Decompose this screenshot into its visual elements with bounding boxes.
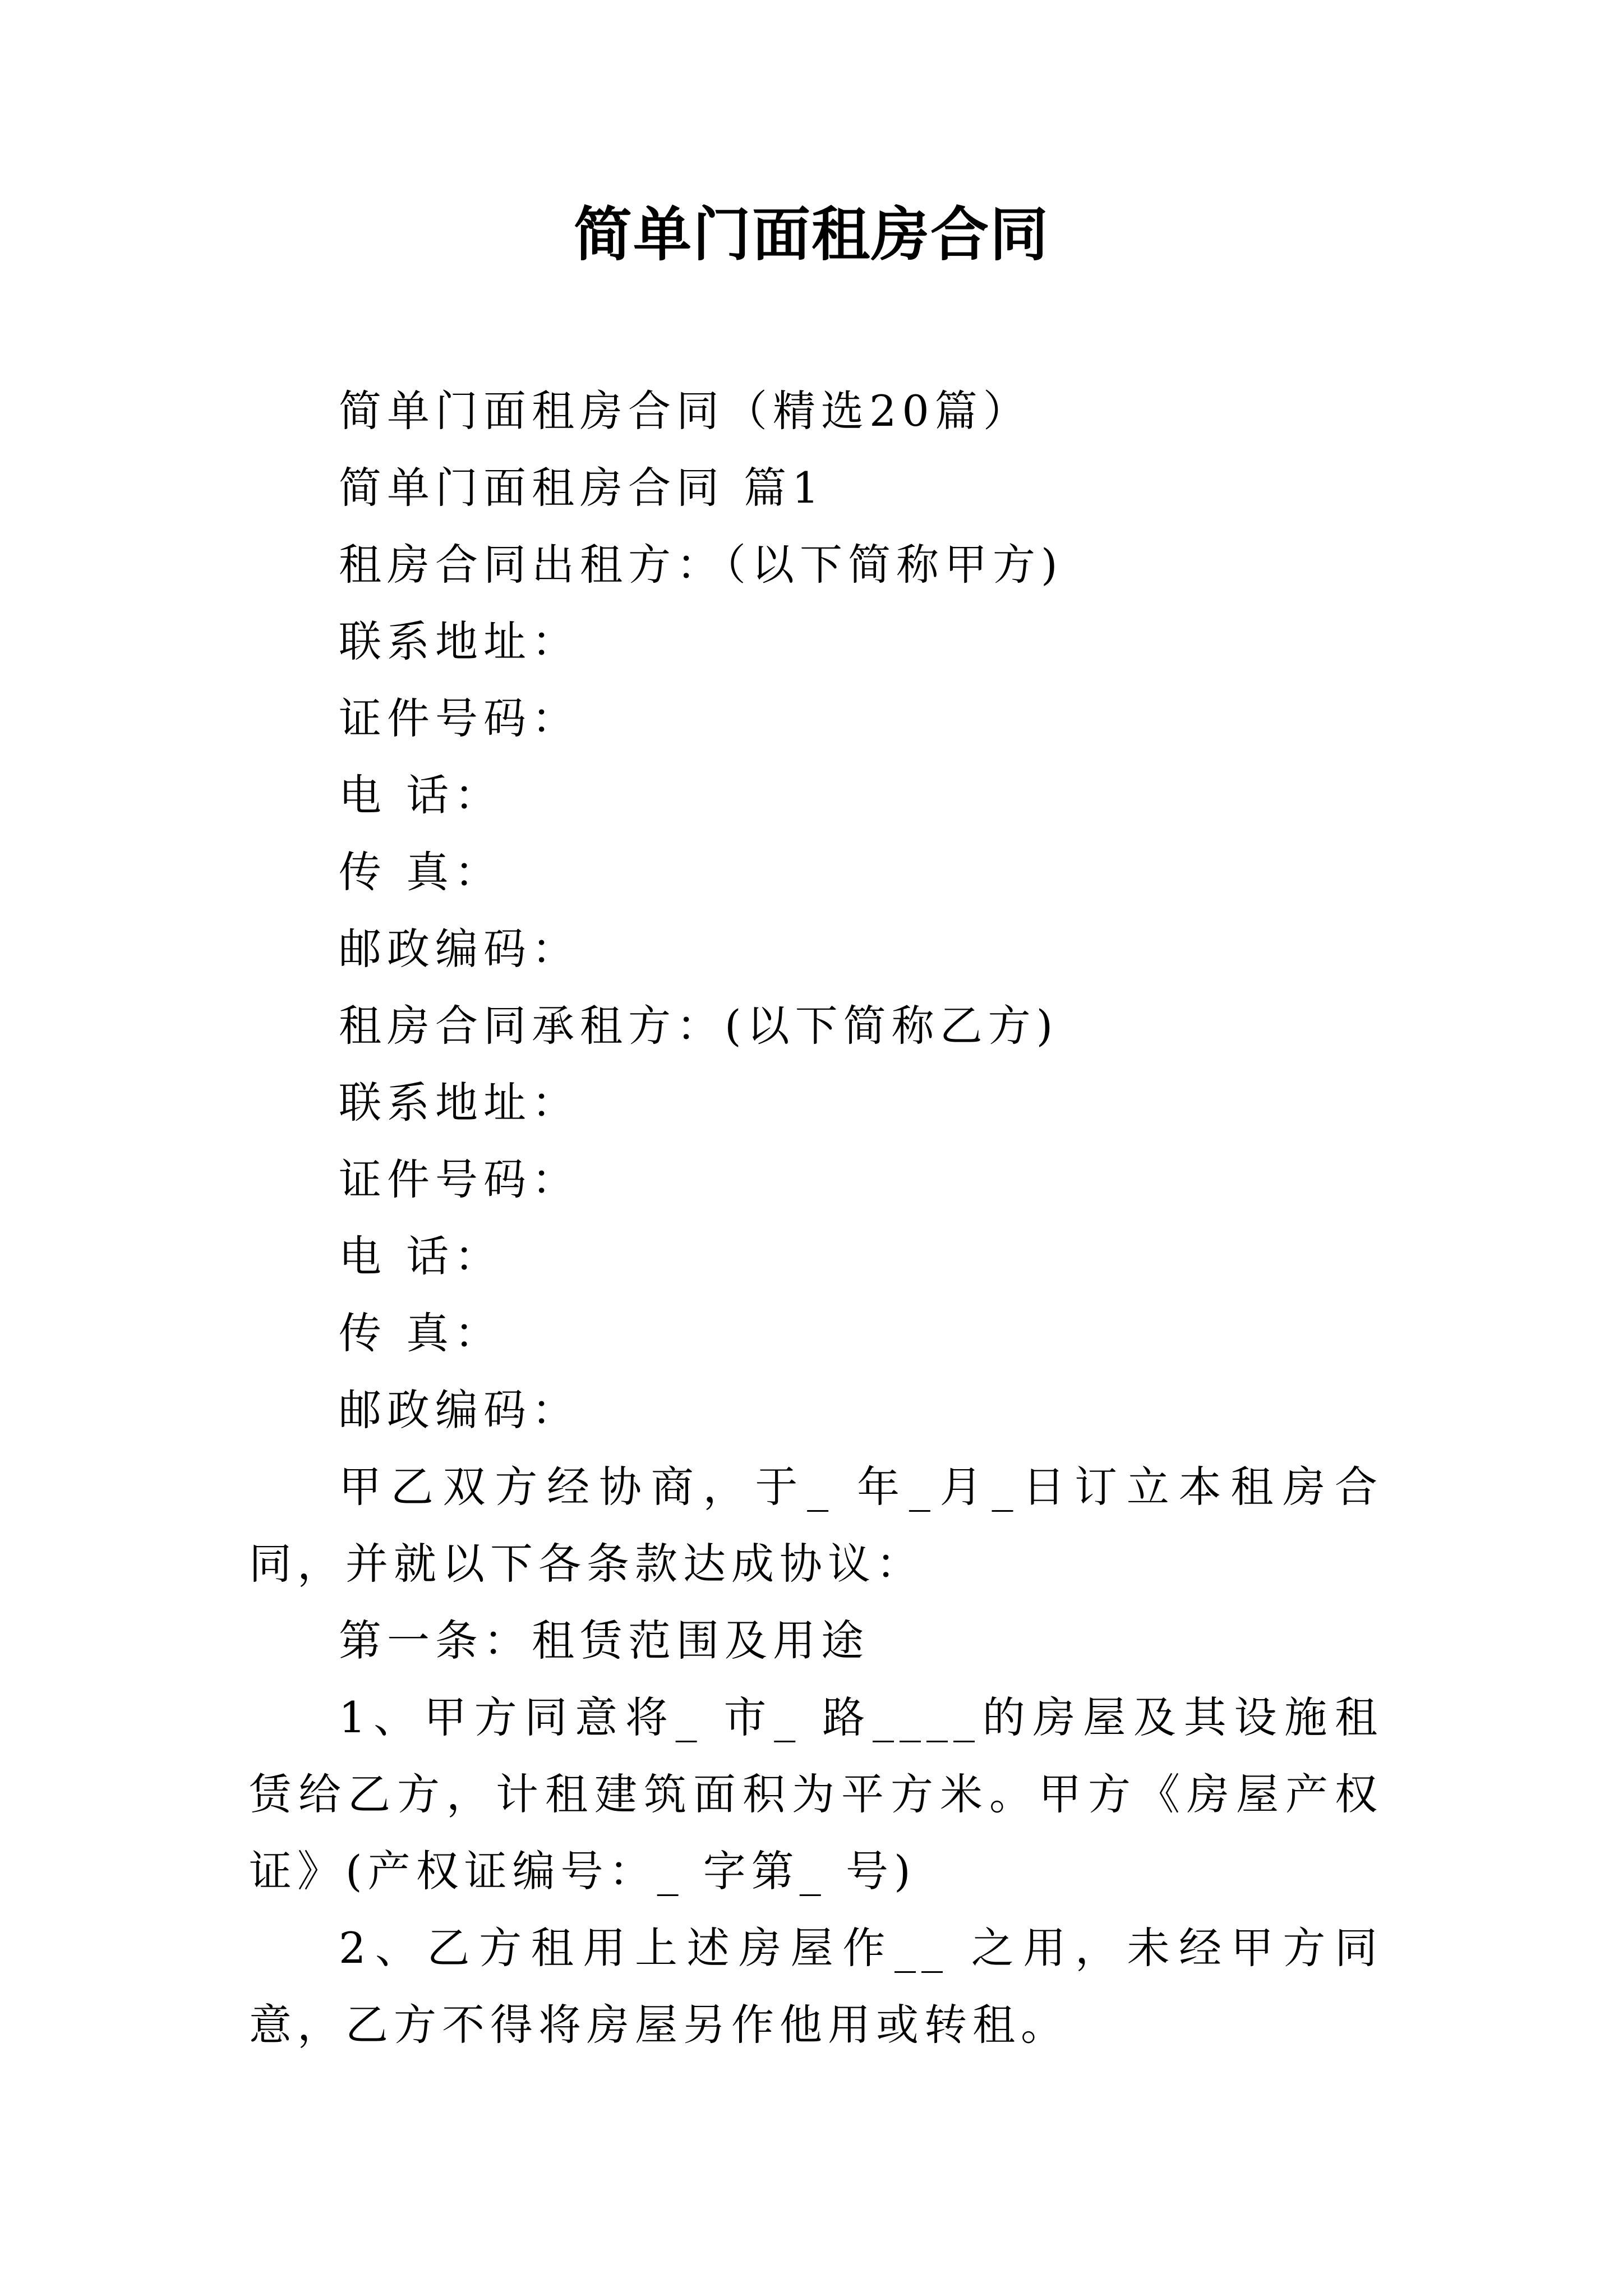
paragraph: 简单门面租房合同 篇1 (339, 463, 825, 513)
paragraph: 电 话： (339, 1231, 503, 1281)
paragraph: 租房合同出租方：（以下简称甲方) (339, 540, 1063, 590)
paragraph: 第一条：租赁范围及用途 (339, 1616, 869, 1665)
paragraph: 甲乙双方经协商，于_ 年_月_日订立本租房合同，并就以下各条款达成协议： (249, 1462, 1383, 1589)
paragraph: 简单门面租房合同（精选20篇） (339, 386, 1031, 436)
paragraph: 邮政编码： (339, 924, 580, 974)
paragraph: 租房合同承租方：(以下简称乙方) (339, 1001, 1059, 1051)
document-body (249, 372, 1383, 2063)
paragraph: 传 真： (339, 1308, 503, 1358)
paragraph: 1、甲方同意将_ 市_ 路____的房屋及其设施租赁给乙方，计租建筑面积为平方米。甲方《房屋产权证》(产权证编号：_ 字第_ 号) (249, 1692, 1383, 1896)
paragraph: 电 话： (339, 770, 503, 820)
paragraph: 2、乙方租用上述房屋作__ 之用，未经甲方同意，乙方不得将房屋另作他用或转租。 (249, 1923, 1383, 2050)
paragraph: 联系地址： (339, 616, 580, 666)
paragraph: 证件号码： (339, 693, 580, 743)
document-title: 简单门面租房合同 (573, 200, 1049, 269)
paragraph: 联系地址： (339, 1078, 580, 1128)
paragraph: 传 真： (339, 847, 503, 897)
paragraph: 证件号码： (339, 1154, 580, 1204)
paragraph: 邮政编码： (339, 1385, 580, 1435)
